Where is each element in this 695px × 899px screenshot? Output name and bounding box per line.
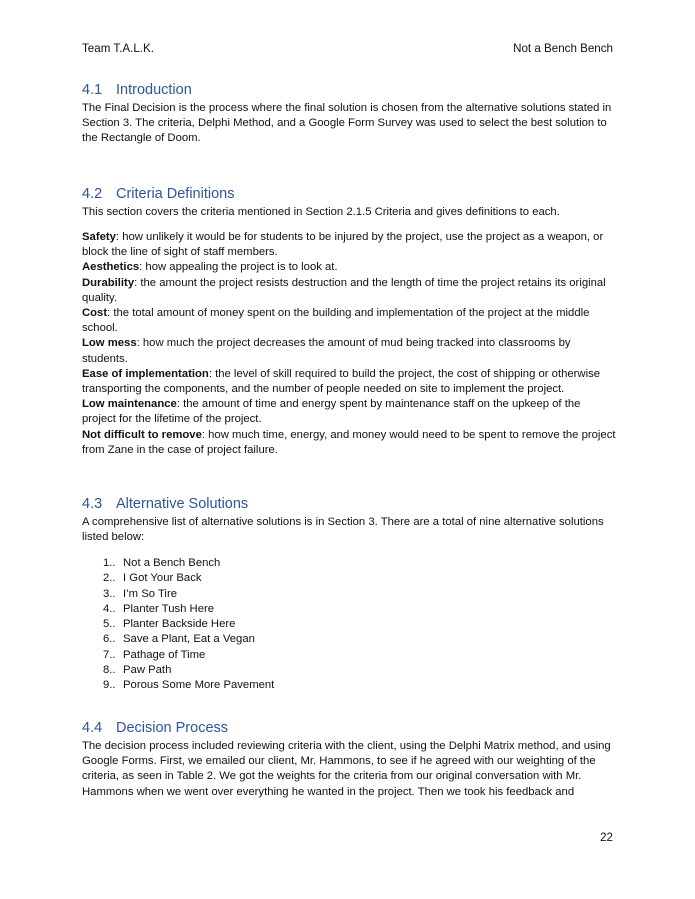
definition-ease-of-implementation: Ease of implementation: the level of skill required to build the project, the cost of shipping or otherwise transporting the components, and the number of people needed on site to implement the project.	[82, 367, 601, 396]
definition-term: Low mess	[82, 337, 137, 350]
section-number: 4.3	[82, 496, 103, 512]
list-item: 7.. Pathage of Time	[103, 648, 206, 661]
definition-safety: Safety: how unlikely it would be for students to be injured by the project, use the project as a weapon, or block the line of sight of staff members.	[82, 231, 604, 259]
list-item: 2.. I Got Your Back	[103, 572, 202, 585]
alternative-solutions-list	[103, 556, 274, 694]
list-item: 8.. Paw Path	[103, 664, 172, 677]
definition-low-mess: Low mess: how much the project decreases the amount of mud being tracked into classrooms by students.	[82, 337, 571, 365]
list-item: 1.. Not a Bench Bench	[103, 557, 221, 569]
definition-cost: Cost: the total amount of money spent on the building and implementation of the project at the middle school.	[82, 307, 590, 335]
definition-term: Not difficult to remove	[82, 428, 202, 441]
section-title: Decision Process	[116, 720, 229, 736]
section-number: 4.2	[82, 186, 103, 202]
section-number: 4.4	[82, 720, 103, 736]
criteria-definitions-list	[82, 230, 617, 458]
decision-process-paragraph: The decision process included reviewing criteria with the client, using the Delphi Matrix method, and using Google Forms. First, we emailed our client, Mr. Hammons, to see if he agreed with our weighting of the criteria, as seen in Table 2. We got the weights for the criteria from our original conversation with Mr. Hammons when we went over everything he wanted in the project. Then we took his feedback and	[82, 740, 611, 798]
page-number: 22	[600, 831, 613, 844]
heading-introduction	[82, 82, 192, 98]
definition-term: Cost	[82, 307, 108, 320]
heading-criteria-definitions	[82, 186, 234, 202]
list-item: 4.. Planter Tush Here	[103, 602, 215, 615]
introduction-paragraph: The Final Decision is the process where the final solution is chosen from the alternative solutions stated in Section 3. The criteria, Delphi Method, and a Google Form Survey was used to select the best solution to the Rectangle of Doom.	[82, 102, 612, 145]
section-number: 4.1	[82, 82, 103, 98]
heading-alternative-solutions	[82, 496, 248, 512]
list-item: 9.. Porous Some More Pavement	[103, 679, 275, 692]
section-title: Introduction	[116, 82, 192, 98]
definition-term: Ease of implementation	[82, 367, 209, 380]
heading-decision-process	[82, 720, 228, 736]
list-item: 6.. Save a Plant, Eat a Vegan	[103, 633, 255, 646]
list-item: 5.. Planter Backside Here	[103, 618, 236, 631]
criteria-intro-paragraph: This section covers the criteria mentioned in Section 2.1.5 Criteria and gives definitions to each.	[82, 206, 560, 218]
definition-low-maintenance: Low maintenance: the amount of time and energy spent by maintenance staff on the upkeep of the project for the lifetime of the project.	[82, 398, 581, 426]
definition-durability: Durability: the amount the project resists destruction and the length of time the project retains its original quality.	[82, 276, 606, 304]
list-item: 3.. I’m So Tire	[103, 587, 177, 600]
definition-term: Durability	[82, 276, 135, 289]
header-project-title: Not a Bench Bench	[513, 42, 613, 55]
definition-term: Safety	[82, 231, 116, 243]
section-title: Alternative Solutions	[116, 496, 249, 512]
alternative-solutions-paragraph: A comprehensive list of alternative solutions is in Section 3. There are a total of nine alternative solutions listed below:	[82, 516, 604, 544]
definition-term: Low maintenance	[82, 398, 177, 411]
definition-aesthetics: Aesthetics: how appealing the project is to look at.	[82, 261, 338, 274]
definition-not-difficult-to-remove: Not difficult to remove: how much time, energy, and money would need to be spent to remove the project from Zane in the case of project failure.	[82, 428, 616, 456]
header-team-name: Team T.A.L.K.	[82, 42, 154, 55]
definition-term: Aesthetics	[82, 261, 140, 274]
section-title: Criteria Definitions	[116, 186, 235, 202]
